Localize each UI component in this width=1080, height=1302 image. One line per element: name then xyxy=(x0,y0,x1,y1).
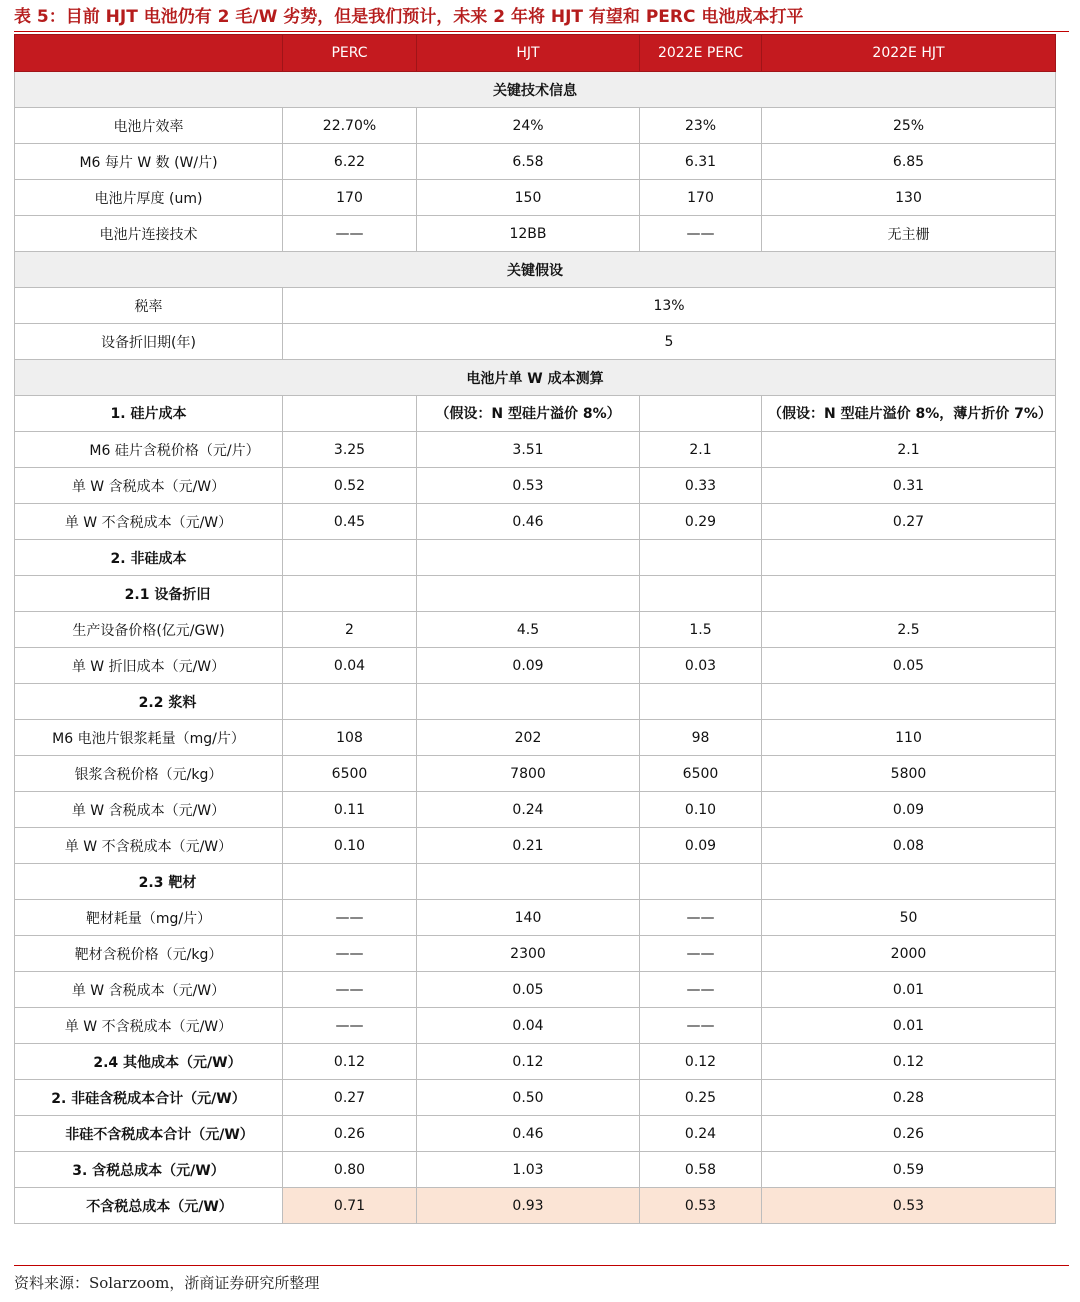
cell: 3.51 xyxy=(417,432,640,468)
cell: 4.5 xyxy=(417,612,640,648)
row-label: 2.2 浆料 xyxy=(15,684,283,720)
table-row xyxy=(15,1008,1056,1044)
table-row xyxy=(15,504,1056,540)
cell: —— xyxy=(283,936,417,972)
table-row xyxy=(15,324,1056,360)
table-row xyxy=(15,180,1056,216)
row-label: M6 硅片含税价格（元/片） xyxy=(15,432,283,468)
cell: 0.52 xyxy=(283,468,417,504)
table-row xyxy=(15,288,1056,324)
cell: 1.03 xyxy=(417,1152,640,1188)
row-label: 2. 非硅成本 xyxy=(15,540,283,576)
cell xyxy=(417,576,640,612)
cell: 0.59 xyxy=(762,1152,1056,1188)
cell: 2000 xyxy=(762,936,1056,972)
cell: 0.09 xyxy=(417,648,640,684)
cell: —— xyxy=(640,936,762,972)
cell: 6.85 xyxy=(762,144,1056,180)
header-row xyxy=(15,35,1056,72)
cell xyxy=(640,864,762,900)
section-title: 关键假设 xyxy=(15,252,1056,288)
assumption-note: （假设：N 型硅片溢价 8%，薄片折价 7%） xyxy=(762,396,1056,432)
cell: 0.05 xyxy=(417,972,640,1008)
cell: 0.11 xyxy=(283,792,417,828)
header-cell: 2022E PERC xyxy=(640,35,762,72)
cell: 170 xyxy=(640,180,762,216)
cell: 12BB xyxy=(417,216,640,252)
cell: 0.12 xyxy=(762,1044,1056,1080)
table-row xyxy=(15,612,1056,648)
cell: 0.25 xyxy=(640,1080,762,1116)
table-row xyxy=(15,1116,1056,1152)
row-label: 生产设备价格(亿元/GW) xyxy=(15,612,283,648)
cell: 23% xyxy=(640,108,762,144)
cell: —— xyxy=(283,900,417,936)
section-title: 电池片单 W 成本测算 xyxy=(15,360,1056,396)
cell: 0.80 xyxy=(283,1152,417,1188)
cell: 0.46 xyxy=(417,504,640,540)
section-row xyxy=(15,360,1056,396)
cell xyxy=(762,684,1056,720)
table-row xyxy=(15,792,1056,828)
cell: 0.27 xyxy=(762,504,1056,540)
cell: 0.26 xyxy=(283,1116,417,1152)
cell: 6.58 xyxy=(417,144,640,180)
cell: 5 xyxy=(283,324,1056,360)
cell: 6.22 xyxy=(283,144,417,180)
cell: 150 xyxy=(417,180,640,216)
row-label: 单 W 不含税成本（元/W） xyxy=(15,504,283,540)
row-label: 单 W 折旧成本（元/W） xyxy=(15,648,283,684)
cell: 6500 xyxy=(283,756,417,792)
table-row xyxy=(15,1044,1056,1080)
cell xyxy=(762,576,1056,612)
table-row xyxy=(15,900,1056,936)
table-row xyxy=(15,972,1056,1008)
source-note: 资料来源：Solarzoom，浙商证券研究所整理 xyxy=(14,1274,320,1292)
cell xyxy=(283,684,417,720)
row-label: 非硅不含税成本合计（元/W） xyxy=(15,1116,283,1152)
table-row xyxy=(15,936,1056,972)
row-label: 银浆含税价格（元/kg） xyxy=(15,756,283,792)
cell: 0.01 xyxy=(762,972,1056,1008)
row-label: 靶材耗量（mg/片） xyxy=(15,900,283,936)
cell: 0.08 xyxy=(762,828,1056,864)
cell: —— xyxy=(640,1008,762,1044)
row-label: M6 电池片银浆耗量（mg/片） xyxy=(15,720,283,756)
row-label: 单 W 含税成本（元/W） xyxy=(15,792,283,828)
table-row xyxy=(15,144,1056,180)
cell: —— xyxy=(283,1008,417,1044)
cell: 2.5 xyxy=(762,612,1056,648)
table-row xyxy=(15,684,1056,720)
row-label: 单 W 不含税成本（元/W） xyxy=(15,1008,283,1044)
cell: 24% xyxy=(417,108,640,144)
cell: 1.5 xyxy=(640,612,762,648)
cell: 0.04 xyxy=(417,1008,640,1044)
cell: 5800 xyxy=(762,756,1056,792)
table-row xyxy=(15,468,1056,504)
cell xyxy=(283,864,417,900)
cell: 0.03 xyxy=(640,648,762,684)
cell: 0.50 xyxy=(417,1080,640,1116)
cell: 0.04 xyxy=(283,648,417,684)
cell: 0.45 xyxy=(283,504,417,540)
cell xyxy=(640,576,762,612)
cell: 0.12 xyxy=(417,1044,640,1080)
table-row xyxy=(15,720,1056,756)
cell xyxy=(417,684,640,720)
cell xyxy=(640,540,762,576)
cell: 108 xyxy=(283,720,417,756)
cell xyxy=(417,864,640,900)
table-row xyxy=(15,108,1056,144)
cell: 0.10 xyxy=(640,792,762,828)
row-label: 靶材含税价格（元/kg） xyxy=(15,936,283,972)
table-row xyxy=(15,828,1056,864)
cell: —— xyxy=(283,216,417,252)
cell xyxy=(283,540,417,576)
cell: 170 xyxy=(283,180,417,216)
cell: —— xyxy=(640,972,762,1008)
row-label: 2.3 靶材 xyxy=(15,864,283,900)
cell: 2300 xyxy=(417,936,640,972)
table-row xyxy=(15,432,1056,468)
cost-comparison-table xyxy=(14,34,1056,1224)
table-row xyxy=(15,576,1056,612)
row-label: 2.4 其他成本（元/W） xyxy=(15,1044,283,1080)
cell: 202 xyxy=(417,720,640,756)
cell: 0.46 xyxy=(417,1116,640,1152)
cell: 50 xyxy=(762,900,1056,936)
cell: 0.21 xyxy=(417,828,640,864)
highlight-row xyxy=(15,1188,1056,1224)
cell: 0.05 xyxy=(762,648,1056,684)
cell: 2.1 xyxy=(762,432,1056,468)
section-row xyxy=(15,252,1056,288)
row-label: 电池片效率 xyxy=(15,108,283,144)
header-cell: HJT xyxy=(417,35,640,72)
cell: 2.1 xyxy=(640,432,762,468)
cell: 0.09 xyxy=(640,828,762,864)
cell xyxy=(283,576,417,612)
cell xyxy=(762,540,1056,576)
row-label: 2.1 设备折旧 xyxy=(15,576,283,612)
header-cell: 2022E HJT xyxy=(762,35,1056,72)
row-label: 单 W 含税成本（元/W） xyxy=(15,972,283,1008)
table-row xyxy=(15,1080,1056,1116)
cell: 0.58 xyxy=(640,1152,762,1188)
cell: 0.27 xyxy=(283,1080,417,1116)
section-title: 关键技术信息 xyxy=(15,72,1056,108)
table-row xyxy=(15,756,1056,792)
cell xyxy=(283,396,417,432)
cell: —— xyxy=(640,900,762,936)
cell: 0.71 xyxy=(283,1188,417,1224)
cell: 3.25 xyxy=(283,432,417,468)
cell: 22.70% xyxy=(283,108,417,144)
cell xyxy=(417,540,640,576)
cell xyxy=(640,396,762,432)
cell: 98 xyxy=(640,720,762,756)
title-divider xyxy=(14,31,1069,32)
row-label: 2. 非硅含税成本合计（元/W） xyxy=(15,1080,283,1116)
cell: 2 xyxy=(283,612,417,648)
cell: 0.01 xyxy=(762,1008,1056,1044)
table-row xyxy=(15,864,1056,900)
header-cell xyxy=(15,35,283,72)
header-cell: PERC xyxy=(283,35,417,72)
cell: 25% xyxy=(762,108,1056,144)
row-label: 设备折旧期(年) xyxy=(15,324,283,360)
cell: 0.31 xyxy=(762,468,1056,504)
row-label: 不含税总成本（元/W） xyxy=(15,1188,283,1224)
cell xyxy=(762,864,1056,900)
cell xyxy=(640,684,762,720)
cell: 0.10 xyxy=(283,828,417,864)
table-title: 表 5：目前 HJT 电池仍有 2 毛/W 劣势，但是我们预计，未来 2 年将 HJT 有望和 PERC 电池成本打平 xyxy=(14,7,804,27)
row-label: 1. 硅片成本 xyxy=(15,396,283,432)
table-row xyxy=(15,216,1056,252)
cell: 0.53 xyxy=(762,1188,1056,1224)
cell: 0.24 xyxy=(417,792,640,828)
cell: 140 xyxy=(417,900,640,936)
row-label: M6 每片 W 数 (W/片) xyxy=(15,144,283,180)
cell: 0.12 xyxy=(283,1044,417,1080)
cell: 0.24 xyxy=(640,1116,762,1152)
row-label: 税率 xyxy=(15,288,283,324)
row-label: 3. 含税总成本（元/W） xyxy=(15,1152,283,1188)
row-label: 电池片连接技术 xyxy=(15,216,283,252)
table-row xyxy=(15,396,1056,432)
cell: —— xyxy=(640,216,762,252)
cell: 0.93 xyxy=(417,1188,640,1224)
table-row xyxy=(15,540,1056,576)
cell: 13% xyxy=(283,288,1056,324)
row-label: 单 W 含税成本（元/W） xyxy=(15,468,283,504)
cell: 6.31 xyxy=(640,144,762,180)
cell: 0.53 xyxy=(417,468,640,504)
table-row xyxy=(15,648,1056,684)
bottom-divider xyxy=(14,1265,1069,1266)
cell: 0.53 xyxy=(640,1188,762,1224)
row-label: 电池片厚度 (um) xyxy=(15,180,283,216)
cell: 130 xyxy=(762,180,1056,216)
cell: 0.26 xyxy=(762,1116,1056,1152)
cell: 0.09 xyxy=(762,792,1056,828)
cell: 0.12 xyxy=(640,1044,762,1080)
row-label: 单 W 不含税成本（元/W） xyxy=(15,828,283,864)
cell: 无主栅 xyxy=(762,216,1056,252)
cell: 0.28 xyxy=(762,1080,1056,1116)
cell: 6500 xyxy=(640,756,762,792)
assumption-note: （假设：N 型硅片溢价 8%） xyxy=(417,396,640,432)
cell: 110 xyxy=(762,720,1056,756)
cell: 0.29 xyxy=(640,504,762,540)
section-row xyxy=(15,72,1056,108)
table-row xyxy=(15,1152,1056,1188)
cell: 0.33 xyxy=(640,468,762,504)
cell: 7800 xyxy=(417,756,640,792)
cell: —— xyxy=(283,972,417,1008)
